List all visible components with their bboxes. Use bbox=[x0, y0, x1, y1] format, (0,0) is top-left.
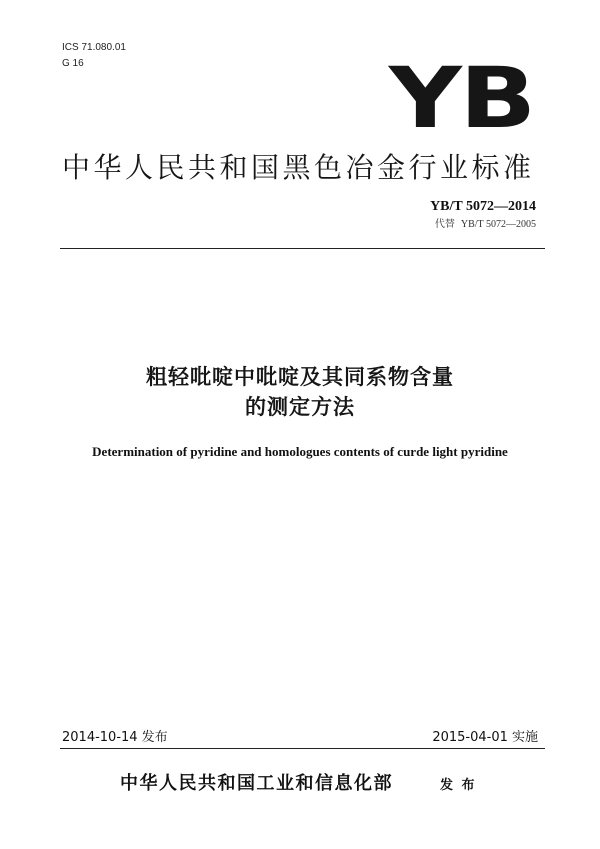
yb-logo: YB bbox=[388, 49, 534, 147]
issuing-authority: 中华人民共和国工业和信息化部 bbox=[120, 773, 393, 794]
replaced-standard-number: YB/T 5072—2005 bbox=[460, 219, 536, 230]
document-title-en: Determination of pyridine and homologues contents of curde light pyridine bbox=[92, 444, 508, 459]
replaces-label: 代替 bbox=[434, 219, 455, 230]
publish-label: 发 布 bbox=[440, 778, 477, 793]
ics-code: ICS 71.080.01 bbox=[62, 42, 126, 53]
top-divider bbox=[60, 248, 545, 249]
ccs-code: G 16 bbox=[62, 58, 84, 69]
standard-number: YB/T 5072—2014 bbox=[430, 199, 536, 214]
implementation-date: 2015-04-01 实施 bbox=[432, 730, 538, 745]
title-cn-line-2: 的测定方法 bbox=[245, 395, 355, 419]
replaced-standard bbox=[435, 219, 536, 231]
standard-category-title: 中华人民共和国黑色冶金行业标准 bbox=[62, 151, 535, 184]
bottom-divider bbox=[60, 748, 545, 749]
title-cn-line-1: 粗轻吡啶中吡啶及其同系物含量 bbox=[146, 365, 454, 389]
document-title-cn bbox=[0, 362, 600, 422]
issue-date: 2014-10-14 发布 bbox=[62, 730, 168, 745]
